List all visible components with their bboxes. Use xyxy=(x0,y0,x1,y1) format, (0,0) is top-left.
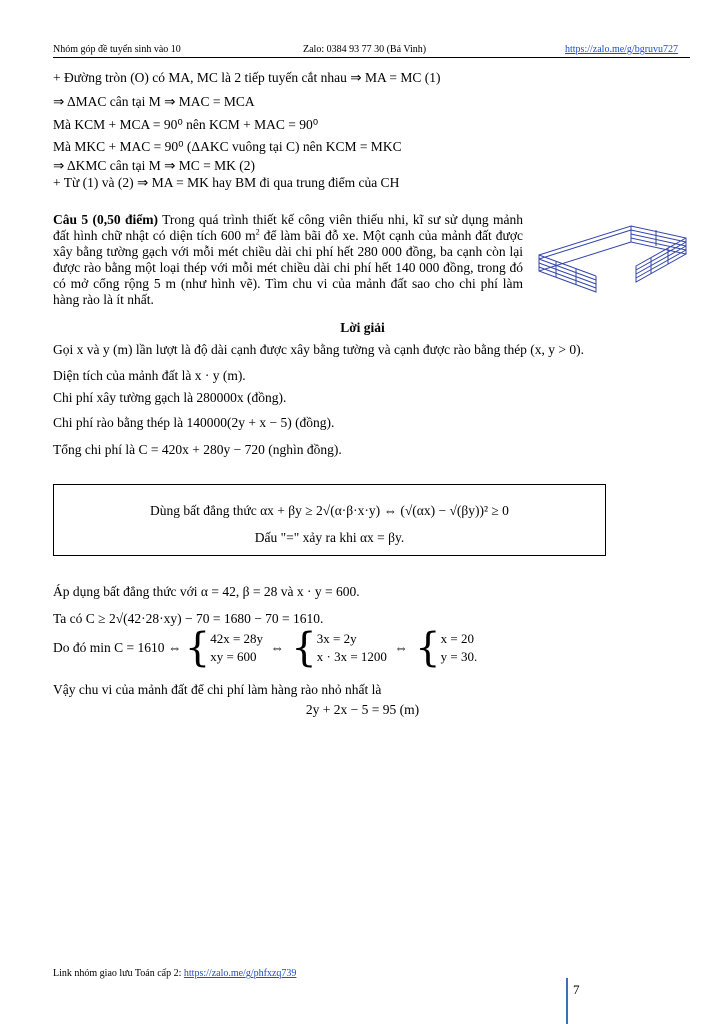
proof-line-1: + Đường tròn (O) có MA, MC là 2 tiếp tuyến cắt nhau ⇒ MA = MC (1) xyxy=(53,70,441,85)
proof-line-6: + Từ (1) và (2) ⇒ MA = MK hay BM đi qua trung điểm của CH xyxy=(53,175,400,190)
header-divider xyxy=(53,57,690,58)
solution-line-2: Diện tích của mảnh đất là x · y (m). xyxy=(53,368,246,383)
proof-line-5: ⇒ ΔKMC cân tại M ⇒ MC = MK (2) xyxy=(53,158,256,173)
fence-illustration xyxy=(536,220,691,298)
system-2 xyxy=(317,630,387,666)
page-number: 7 xyxy=(573,982,580,997)
min-condition-line xyxy=(53,625,478,674)
header-left: Nhóm góp đề tuyển sinh vào 10 xyxy=(53,44,181,55)
solution-line-5: Tổng chi phí là C = 420x + 280y − 720 (nghìn đồng). xyxy=(53,442,342,457)
brace-1: { xyxy=(184,625,211,671)
question-label: Câu 5 (0,50 điểm) xyxy=(53,212,158,227)
question-5 xyxy=(53,212,523,309)
system-3-eq-1: x = 20 xyxy=(440,631,474,646)
equiv-2: ⇔ xyxy=(394,640,408,655)
solution-line-3: Chi phí xây tường gạch là 280000x (đồng). xyxy=(53,390,287,405)
solution-line-1: Gọi x và y (m) lần lượt là độ dài cạnh được xây bằng tường và cạnh được rào bằng thép (x, y > 0). xyxy=(53,342,585,357)
system-2-eq-1: 3x = 2y xyxy=(316,631,357,646)
box-inequality: Dùng bất đẳng thức αx + βy ≥ 2√(α·β·x·y) ⇔ (√(αx) − √(βy))² ≥ 0 xyxy=(150,503,509,518)
proof-line-4: Mà MKC + MAC = 90⁰ (ΔAKC vuông tại C) nên KCM = MKC xyxy=(53,139,402,154)
system-1-eq-1: 42x = 28y xyxy=(210,631,264,646)
brace-3: { xyxy=(415,625,441,671)
page-bar xyxy=(566,978,568,1024)
solution-line-4: Chi phí rào bằng thép là 140000(2y + x − 5) (đồng). xyxy=(53,415,335,430)
proof-line-2: ⇒ ΔMAC cân tại M ⇒ MAC = MCA xyxy=(53,94,255,109)
box-equality-condition: Dấu "=" xảy ra khi αx = βy. xyxy=(254,530,405,545)
system-1 xyxy=(210,630,263,666)
footer xyxy=(53,968,296,979)
footer-text: Link nhóm giao lưu Toán cấp 2: xyxy=(53,968,184,979)
question-text-b: để làm bãi đỗ xe. Một cạnh của mảnh đất được xây bằng tường gạch với mỗi mét chiều dài chi phí hết 280 000 đồng, ba cạnh còn lại được rào bằng một loại thép với mỗi mét chiều dài chi phí hết 140 000 đồng, trong đó có mở cổng rộng 5 m (như hình vẽ). Tìm chu vi của mảnh đất sao cho chi phí làm hàng rào là ít nhất. xyxy=(53,228,523,308)
solution-line-7: Ta có C ≥ 2√(42·28·xy) − 70 = 1680 − 70 = 1610. xyxy=(53,611,324,626)
system-3-eq-2: y = 30. xyxy=(440,649,478,664)
proof-line-3: Mà KCM + MCA = 90⁰ nên KCM + MAC = 90⁰ xyxy=(53,117,319,132)
system-1-eq-2: xy = 600 xyxy=(210,649,257,664)
question-sup: 2 xyxy=(255,227,260,237)
min-prefix: Do đó min C = 1610 ⇔ xyxy=(53,640,182,655)
solution-line-6: Áp dụng bất đẳng thức với α = 42, β = 28 và x · y = 600. xyxy=(53,584,360,599)
footer-link[interactable]: https://zalo.me/g/phfxzq739 xyxy=(183,968,297,979)
final-answer: 2y + 2x − 5 = 95 (m) xyxy=(305,702,420,717)
equiv-1: ⇔ xyxy=(270,640,284,655)
solution-line-9: Vậy chu vi của mảnh đất để chi phí làm hàng rào nhỏ nhất là xyxy=(53,682,382,697)
inequality-box xyxy=(53,484,606,556)
solution-title: Lời giải xyxy=(340,320,385,335)
header-link[interactable]: https://zalo.me/g/bgruvu727 xyxy=(565,44,679,55)
brace-2: { xyxy=(291,625,317,671)
header-zalo: Zalo: 0384 93 77 30 (Bá Vinh) xyxy=(303,44,427,55)
system-2-eq-2: x · 3x = 1200 xyxy=(316,649,387,664)
system-3 xyxy=(441,630,478,666)
question-text-a: Trong quá trình thiết kế công viên thiếu nhi, kĩ sư sử dụng mảnh đất hình chữ nhật có diện tích 600 m xyxy=(53,212,523,244)
